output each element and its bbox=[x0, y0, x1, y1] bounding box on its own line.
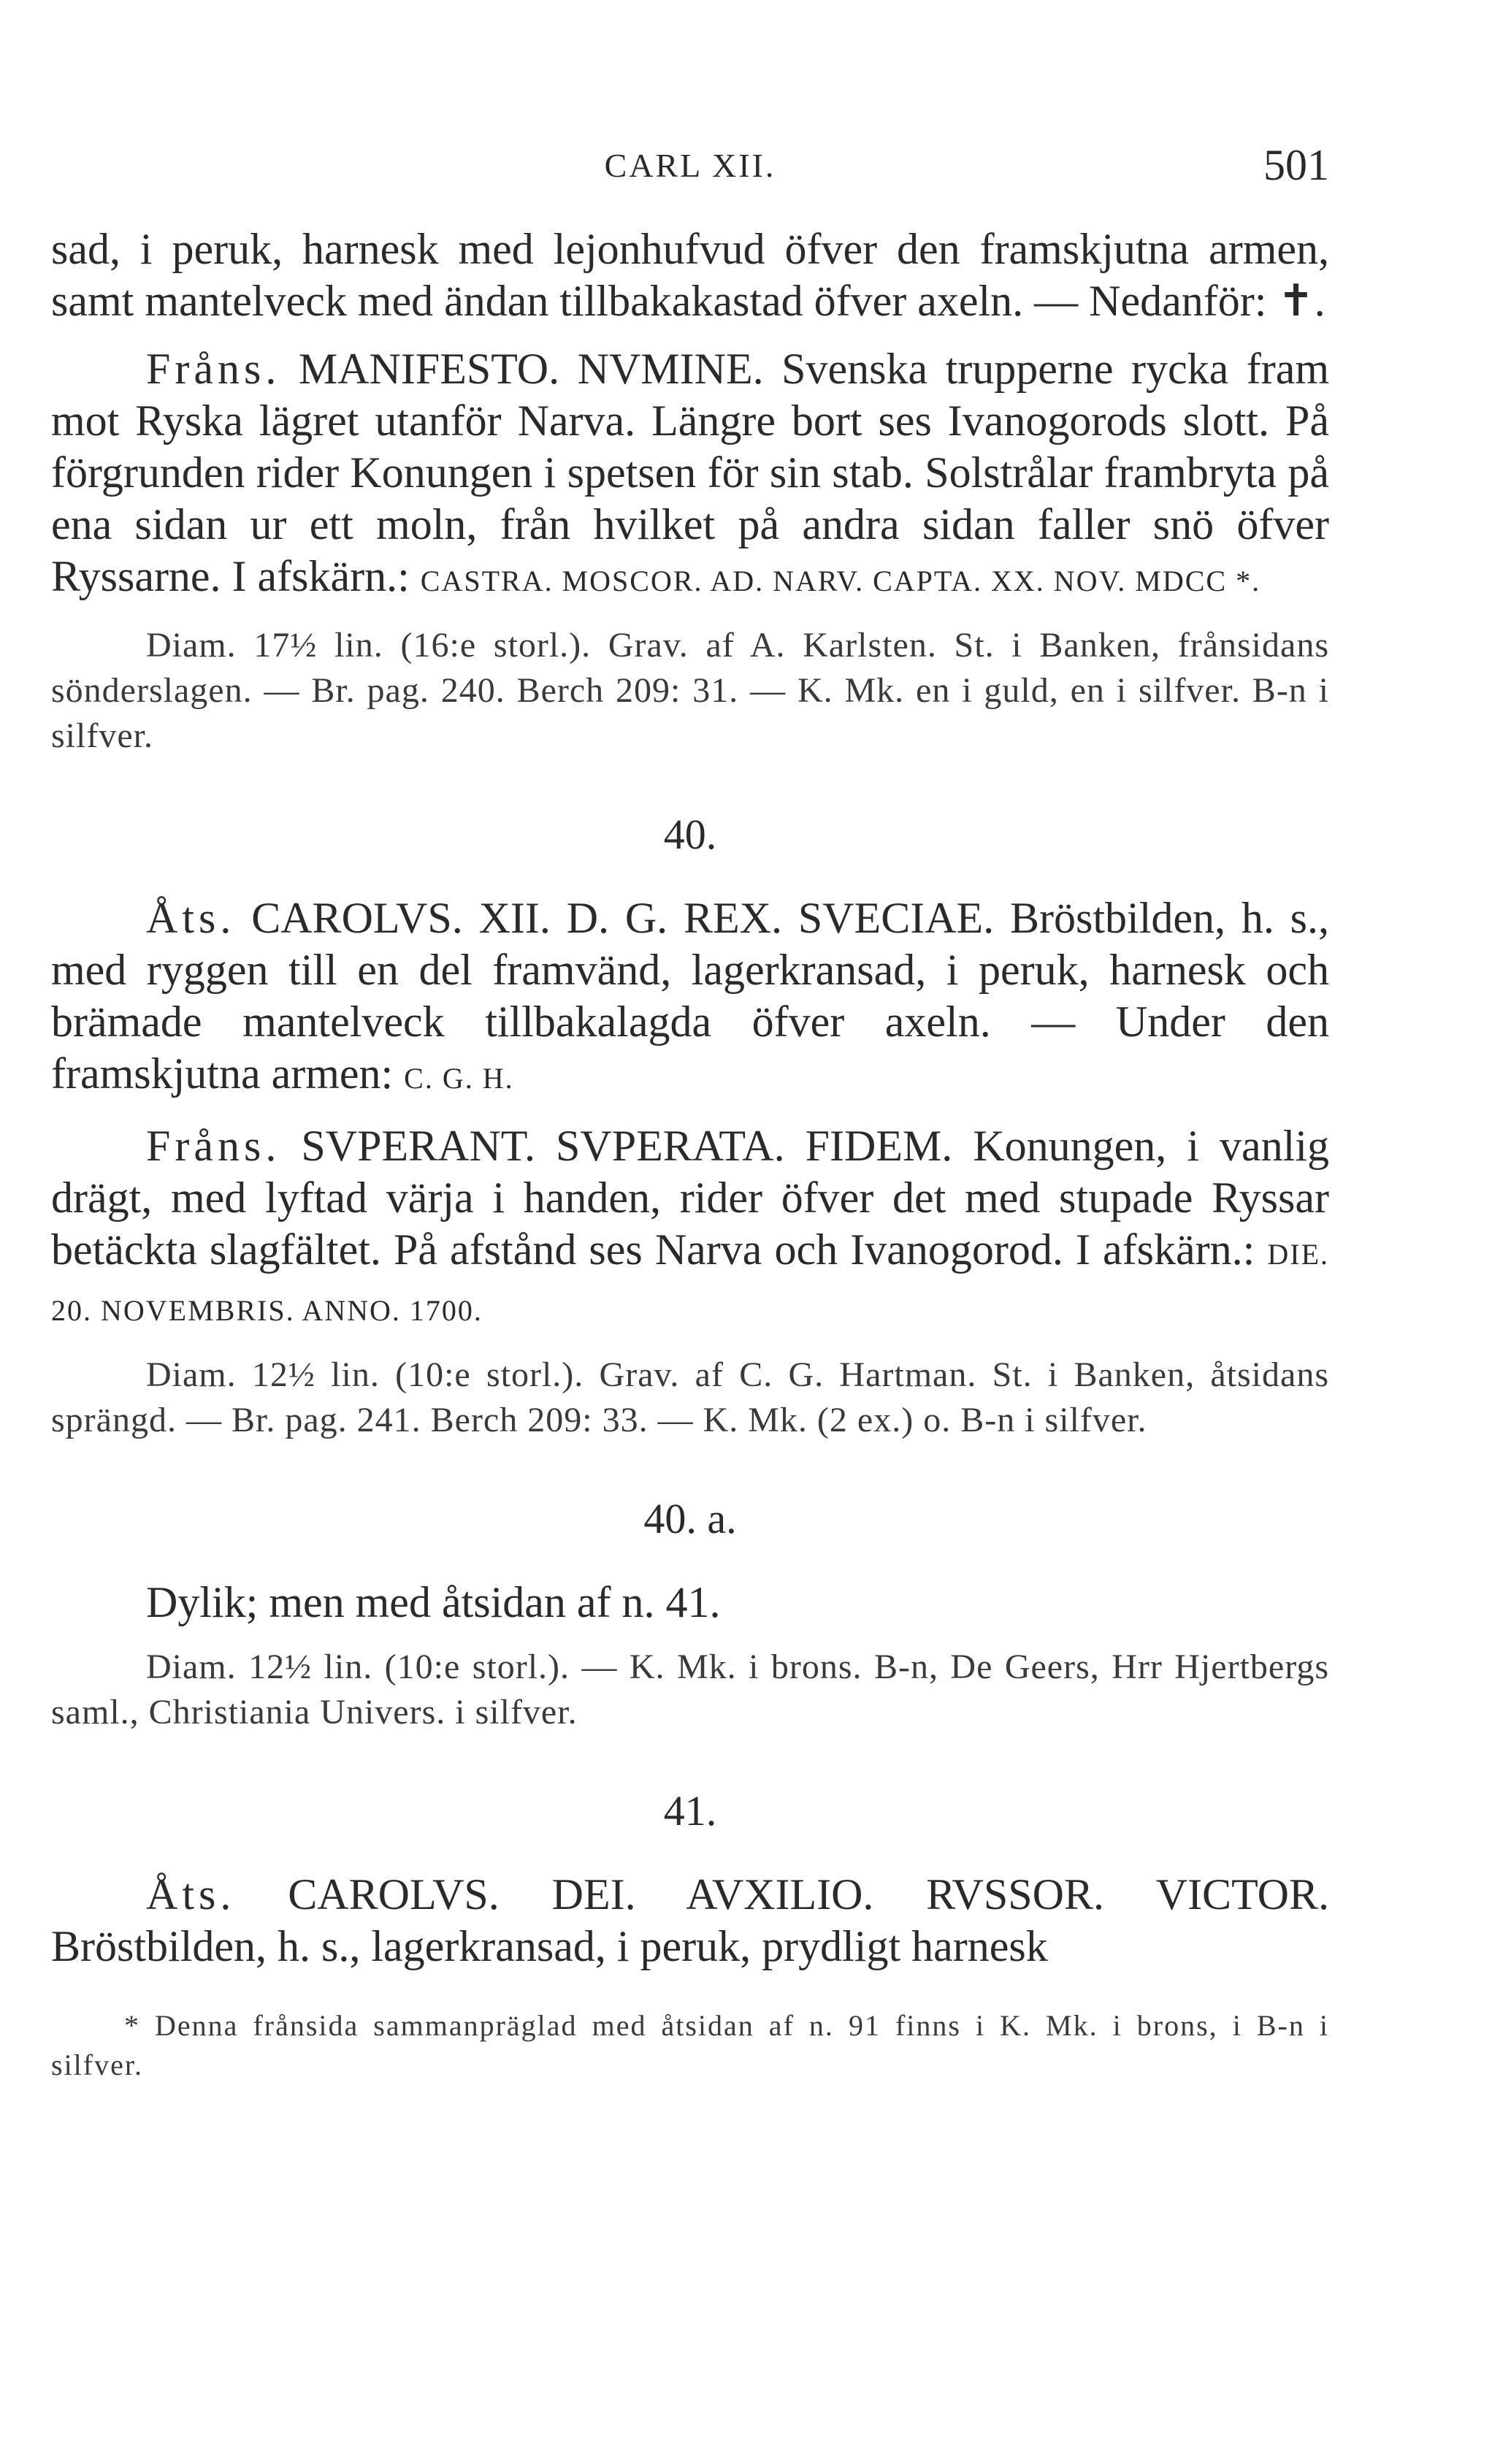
paragraph-continuation: sad, i peruk, harnesk med lejonhufvud öfver den framskjutna armen, samt mantelveck med ändan tillbakakastad öfver axeln. — Nedanför: ✝. bbox=[51, 225, 1329, 325]
side-label: Fråns. bbox=[146, 1122, 281, 1170]
exergue-inscription: CASTRA. MOSCOR. AD. NARV. CAPTA. XX. NOV. MDCC *. bbox=[420, 565, 1261, 597]
side-label: Fråns. bbox=[146, 345, 281, 393]
side-label: Åts. bbox=[146, 894, 236, 942]
entry-number: 41. bbox=[663, 1787, 717, 1834]
paragraph-obverse-40 bbox=[51, 892, 1329, 1104]
paragraph-reverse-40b bbox=[51, 1120, 1329, 1336]
running-title: CARL XII. bbox=[604, 147, 776, 184]
exergue-inscription: DIE. 20. NOVEMBRIS. ANNO. 1700. bbox=[51, 1238, 1330, 1327]
description-text: CAROLVS. DEI. AVXILIO. RVSSOR. VICTOR. Bröstbilden, h. s., lagerkransad, i peruk, prydligt harnesk bbox=[51, 1870, 1329, 1970]
paragraph-reverse-40 bbox=[51, 343, 1329, 607]
entry-number: 40. bbox=[663, 811, 717, 858]
paragraph-40a: Dylik; men med åtsidan af n. 41. bbox=[146, 1578, 721, 1626]
description-text: SVPERANT. SVPERATA. FIDEM. Konungen, i vanlig drägt, med lyftad värja i handen, rider öfver det med stupade Ryssar betäckta slagfältet. På afstånd ses Narva och Ivanogorod. I afskärn.: bbox=[51, 1122, 1329, 1274]
running-header bbox=[51, 141, 1329, 190]
page-number: 501 bbox=[1263, 141, 1329, 189]
page bbox=[51, 141, 1330, 2085]
initials-inscription: C. G. H. bbox=[404, 1062, 514, 1095]
paragraph-obverse-41 bbox=[51, 1869, 1329, 1973]
details-40: Diam. 12½ lin. (10:e storl.). Grav. af C. G. Hartman. St. i Banken, åtsidans sprängd. — Br. pag. 241. Berch 209: 33. — K. Mk. (2 ex.) o. B-n i silfver. bbox=[51, 1355, 1329, 1439]
entry-number: 40. a. bbox=[643, 1495, 737, 1542]
footnote: * Denna frånsida sammanpräglad med åtsidan af n. 91 finns i K. Mk. i brons, i B-n i silfver. bbox=[51, 2009, 1329, 2081]
side-label: Åts. bbox=[146, 1870, 236, 1918]
description-text: MANIFESTO. NVMINE. Svenska trupperne rycka fram mot Ryska lägret utanför Narva. Längre bort ses Ivanogorods slott. På förgrunden rider Konungen i spetsen för sin stab. Solstrålar frambryta på ena sidan ur ett moln, från hvilket på andra sidan faller snö öfver Ryssarne. I afskärn.: bbox=[51, 345, 1330, 600]
details-39: Diam. 17½ lin. (16:e storl.). Grav. af A. Karlsten. St. i Banken, frånsidans sönderslagen. — Br. pag. 240. Berch 209: 31. — K. Mk. en i guld, en i silfver. B-n i silfver. bbox=[51, 626, 1329, 755]
description-text: CAROLVS. XII. D. G. REX. SVECIAE. Bröstbilden, h. s., med ryggen till en del framvänd, lagerkransad, i peruk, harnesk och brämade mantelveck tillbakalagda öfver axeln. — Under den framskjutna armen: bbox=[51, 894, 1330, 1098]
details-40a: Diam. 12½ lin. (10:e storl.). — K. Mk. i brons. B-n, De Geers, Hrr Hjertbergs saml., Christiania Univers. i silfver. bbox=[51, 1648, 1329, 1732]
